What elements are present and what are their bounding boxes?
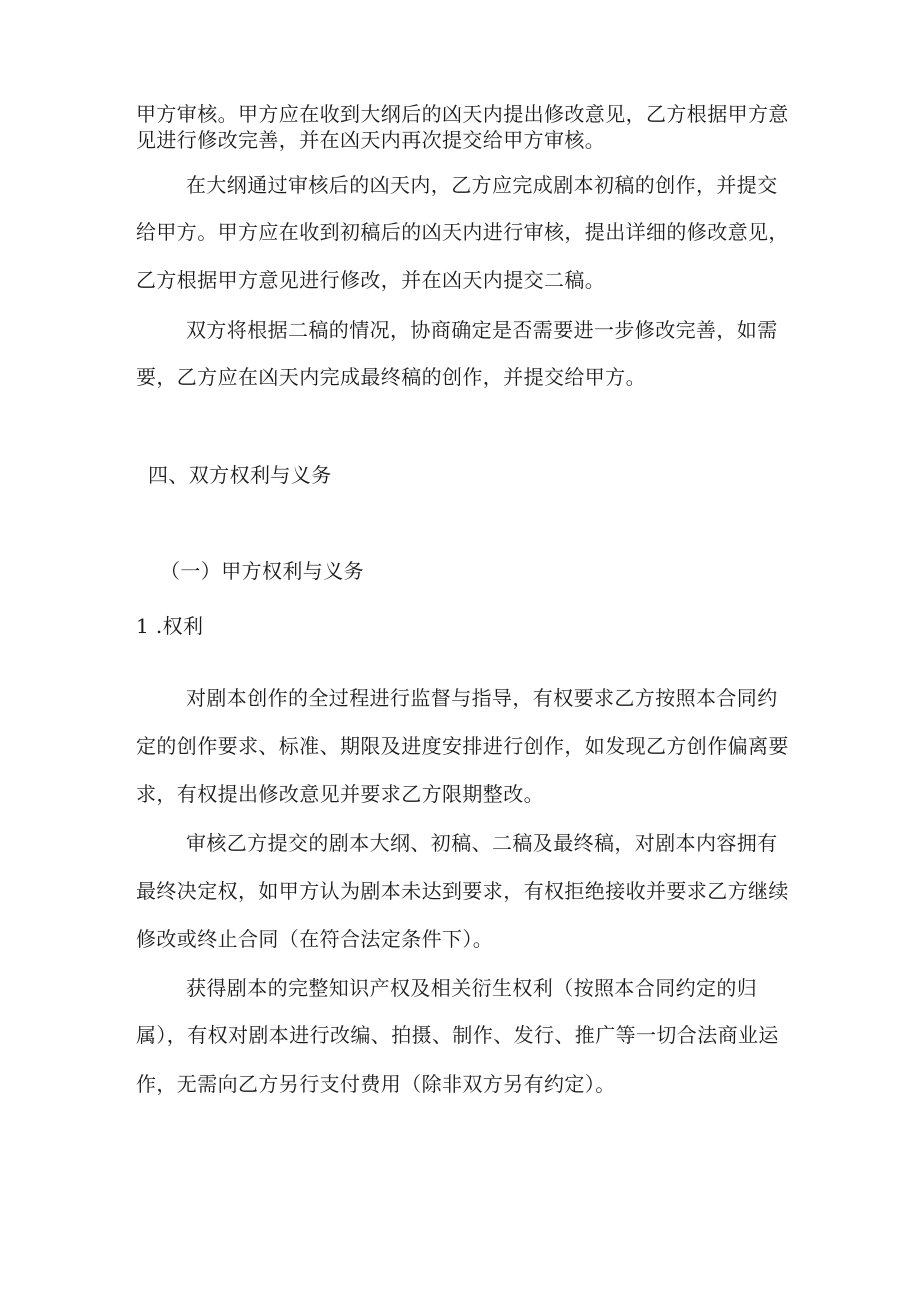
paragraph-line: 在大纲通过审核后的凶天内，乙方应完成剧本初稿的创作，并提交 (186, 173, 778, 197)
paragraph-line: 获得剧本的完整知识产权及相关衍生权利（按照本合同约定的归 (186, 976, 758, 1000)
paragraph-line: 甲方审核。甲方应在收到大纲后的凶天内提出修改意见，乙方根据甲方意 (136, 102, 789, 126)
paragraph-line: 要，乙方应在凶天内完成最终稿的创作，并提交给甲方。 (136, 365, 646, 389)
paragraph-line: 给甲方。甲方应在收到初稿后的凶天内进行审核，提出详细的修改意见， (136, 220, 789, 244)
paragraph-line: 作，无需向乙方另行支付费用（除非双方另有约定）。 (136, 1072, 616, 1096)
paragraph-line: 乙方根据甲方意见进行修改，并在凶天内提交二稿。 (136, 268, 606, 292)
paragraph-line: 定的创作要求、标准、期限及进度安排进行创作，如发现乙方创作偏离要 (136, 734, 789, 758)
paragraph-line: 求，有权提出修改意见并要求乙方限期整改。 (136, 782, 544, 806)
section-heading: 四、双方权利与义务 (148, 463, 332, 487)
paragraph-line: 修改或终止合同（在符合法定条件下）。 (136, 927, 494, 951)
subsection-heading: （一）甲方权利与义务 (160, 559, 364, 583)
paragraph-line: 审核乙方提交的剧本大纲、初稿、二稿及最终稿，对剧本内容拥有 (186, 831, 778, 855)
numbered-heading: 1 .权利 (136, 614, 204, 638)
paragraph-line: 属），有权对剧本进行改编、拍摄、制作、发行、推广等一切合法商业运 (136, 1023, 779, 1047)
paragraph-line: 见进行修改完善，并在凶天内再次提交给甲方审核。 (136, 128, 606, 152)
paragraph-line: 双方将根据二稿的情况，协商确定是否需要进一步修改完善，如需 (186, 318, 778, 342)
paragraph-line: 对剧本创作的全过程进行监督与指导，有权要求乙方按照本合同约 (186, 686, 778, 710)
paragraph-line: 最终决定权，如甲方认为剧本未达到要求，有权拒绝接收并要求乙方继续 (136, 879, 789, 903)
